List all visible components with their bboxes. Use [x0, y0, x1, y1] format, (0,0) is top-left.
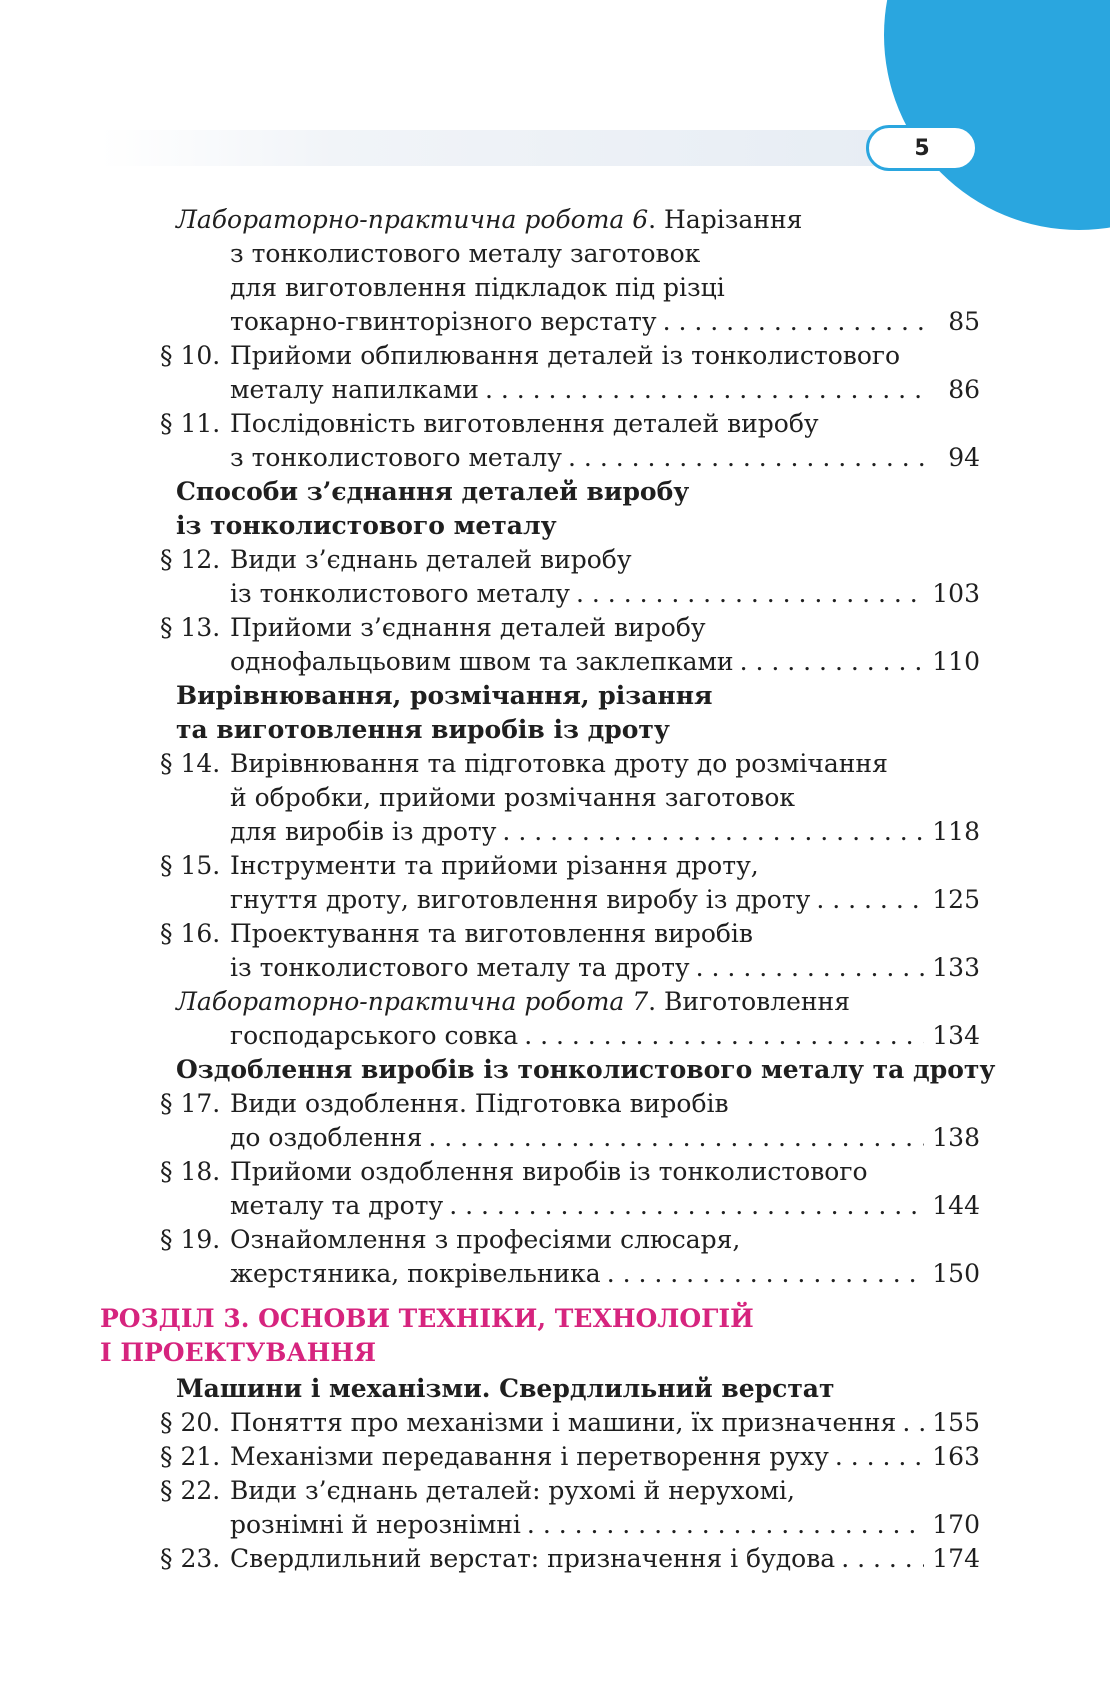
entry-title: Прийоми з’єднання деталей виробу [230, 613, 706, 642]
dot-leader [696, 951, 924, 985]
page-ref[interactable]: 94 [948, 443, 980, 472]
page-ref[interactable]: 138 [932, 1123, 980, 1152]
section-heading: І ПРОЕКТУВАННЯ [100, 1338, 377, 1367]
page-ref[interactable]: 134 [932, 1021, 980, 1050]
paragraph-number: § 17. [160, 1089, 221, 1118]
paragraph-number: § 10. [160, 341, 221, 370]
paragraph-number: § 22. [160, 1476, 221, 1505]
page-ref[interactable]: 163 [932, 1442, 980, 1471]
toc-entry-12-last [230, 577, 980, 611]
entry-title: до оздоблення [230, 1123, 423, 1152]
toc-entry-20[interactable] [160, 1406, 980, 1440]
paragraph-number: § 16. [160, 919, 221, 948]
dot-leader [449, 1189, 924, 1223]
toc-entry-22[interactable] [160, 1474, 795, 1508]
entry-title: рознімні й нерознімні [230, 1510, 521, 1539]
toc-entry-18-last [230, 1189, 980, 1223]
paragraph-number: § 21. [160, 1442, 221, 1471]
toc-entry-14-last [230, 815, 980, 849]
entry-title: металу та дроту [230, 1191, 444, 1220]
paragraph-number: § 13. [160, 613, 221, 642]
entry-title: з тонколистового металу заготовок [230, 239, 701, 268]
page-ref[interactable]: 144 [932, 1191, 980, 1220]
dot-leader [568, 441, 924, 475]
toc-entry-19[interactable] [160, 1223, 740, 1257]
page-ref[interactable]: 110 [932, 647, 980, 676]
toc-subheading: Вирівнювання, розмічання, різання [176, 681, 713, 710]
toc-entry-13-last [230, 645, 980, 679]
dot-leader [428, 1121, 924, 1155]
toc-entry-15-last [230, 883, 980, 917]
paragraph-number: § 19. [160, 1225, 221, 1254]
toc-entry-23[interactable] [160, 1542, 980, 1576]
toc-entry-16-last [230, 951, 980, 985]
paragraph-number: § 20. [160, 1408, 221, 1437]
paragraph-number: § 15. [160, 851, 221, 880]
paragraph-number: § 18. [160, 1157, 221, 1186]
entry-title: Прийоми обпилювання деталей із тонколистового [230, 341, 901, 370]
paragraph-number: § 14. [160, 749, 221, 778]
dot-leader [524, 1019, 924, 1053]
toc-entry-16[interactable] [160, 917, 753, 951]
toc-entry-10[interactable] [160, 339, 900, 373]
toc-entry-12[interactable] [160, 543, 632, 577]
entry-title: Свердлильний верстат: призначення і будова [230, 1544, 836, 1573]
entry-title: із тонколистового металу та дроту [230, 953, 690, 982]
dot-leader [663, 305, 924, 339]
page-ref[interactable]: 125 [932, 885, 980, 914]
toc-entry-15[interactable] [160, 849, 759, 883]
entry-title: Прийоми оздоблення виробів із тонколистового [230, 1157, 868, 1186]
entry-title: токарно-гвинторізного верстату [230, 307, 657, 336]
toc-subheading: Машини і механізми. Свердлильний верстат [176, 1374, 835, 1403]
dot-leader [576, 577, 924, 611]
page-number: 5 [866, 125, 978, 171]
toc-entry-17-last [230, 1121, 980, 1155]
page-ref[interactable]: 103 [932, 579, 980, 608]
toc-entry-lab7[interactable] [176, 985, 850, 1019]
toc-entry-lab7-last [230, 1019, 980, 1053]
dot-leader [502, 815, 924, 849]
lab-label: Лабораторно-практична робота 6 [176, 205, 649, 234]
page-ref[interactable]: 174 [932, 1544, 980, 1573]
paragraph-number: § 12. [160, 545, 221, 574]
entry-title: . Нарізання [648, 205, 803, 234]
toc-entry-18[interactable] [160, 1155, 868, 1189]
lab-label: Лабораторно-практична робота 7 [176, 987, 649, 1016]
toc-entry-lab6[interactable] [176, 203, 802, 237]
entry-title: однофальцьовим швом та заклепками [230, 647, 734, 676]
paragraph-number: § 23. [160, 1544, 221, 1573]
toc-subheading: та виготовлення виробів із дроту [176, 715, 670, 744]
entry-title: жерстяника, покрівельника [230, 1259, 601, 1288]
entry-title: Проектування та виготовлення виробів [230, 919, 753, 948]
toc-entry-10-last [230, 373, 980, 407]
toc-entry-11-last [230, 441, 980, 475]
toc-entry-22-last [230, 1508, 980, 1542]
entry-title: гнуття дроту, виготовлення виробу із дроту [230, 885, 811, 914]
entry-title: Поняття про механізми і машини, їх призначення [230, 1408, 897, 1437]
entry-title: для виробів із дроту [230, 817, 497, 846]
entry-title: й обробки, прийоми розмічання заготовок [230, 783, 796, 812]
section-heading[interactable]: РОЗДІЛ 3. ОСНОВИ ТЕХНІКИ, ТЕХНОЛОГІЙ [100, 1304, 754, 1333]
entry-title: з тонколистового металу [230, 443, 563, 472]
page-ref[interactable]: 155 [932, 1408, 980, 1437]
page-ref[interactable]: 170 [932, 1510, 980, 1539]
page-ref[interactable]: 150 [932, 1259, 980, 1288]
toc-entry-19-last [230, 1257, 980, 1291]
dot-leader [816, 883, 924, 917]
dot-leader [902, 1406, 924, 1440]
toc-entry-lab6-last [230, 305, 980, 339]
entry-title: металу напилками [230, 375, 479, 404]
entry-title: Інструменти та прийоми різання дроту, [230, 851, 759, 880]
toc-entry-11[interactable] [160, 407, 819, 441]
toc-entry-13[interactable] [160, 611, 706, 645]
entry-title: Механізми передавання і перетворення руху [230, 1442, 829, 1471]
toc-entry-17[interactable] [160, 1087, 729, 1121]
page-ref[interactable]: 86 [948, 375, 980, 404]
toc-entry-21[interactable] [160, 1440, 980, 1474]
dot-leader [527, 1508, 924, 1542]
entry-title: Послідовність виготовлення деталей виробу [230, 409, 819, 438]
dot-leader [485, 373, 924, 407]
entry-title: для виготовлення підкладок під різці [230, 273, 725, 302]
toc-subheading: із тонколистового металу [176, 511, 557, 540]
toc-subheading: Способи з’єднання деталей виробу [176, 477, 690, 506]
toc-entry-14-cont [230, 781, 795, 815]
toc-entry-lab6-cont [230, 237, 700, 271]
toc-entry-14[interactable] [160, 747, 888, 781]
entry-title: Види з’єднань деталей виробу [230, 545, 632, 574]
decorative-circle [884, 0, 1110, 230]
page-ref[interactable]: 85 [948, 307, 980, 336]
entry-title: Види оздоблення. Підготовка виробів [230, 1089, 729, 1118]
entry-title: із тонколистового металу [230, 579, 571, 608]
header-bar [100, 130, 880, 166]
page-ref[interactable]: 133 [932, 953, 980, 982]
entry-title: господарського совка [230, 1021, 519, 1050]
entry-title: Вирівнювання та підготовка дроту до розмічання [230, 749, 888, 778]
entry-title: . Виготовлення [648, 987, 850, 1016]
dot-leader [841, 1542, 924, 1576]
dot-leader [607, 1257, 924, 1291]
entry-title: Ознайомлення з професіями слюсаря, [230, 1225, 741, 1254]
toc-entry-lab6-cont [230, 271, 725, 305]
dot-leader [835, 1440, 924, 1474]
paragraph-number: § 11. [160, 409, 221, 438]
page-ref[interactable]: 118 [932, 817, 980, 846]
toc-subheading: Оздоблення виробів із тонколистового металу та дроту [176, 1055, 996, 1084]
dot-leader [740, 645, 924, 679]
entry-title: Види з’єднань деталей: рухомі й нерухомі, [230, 1476, 796, 1505]
